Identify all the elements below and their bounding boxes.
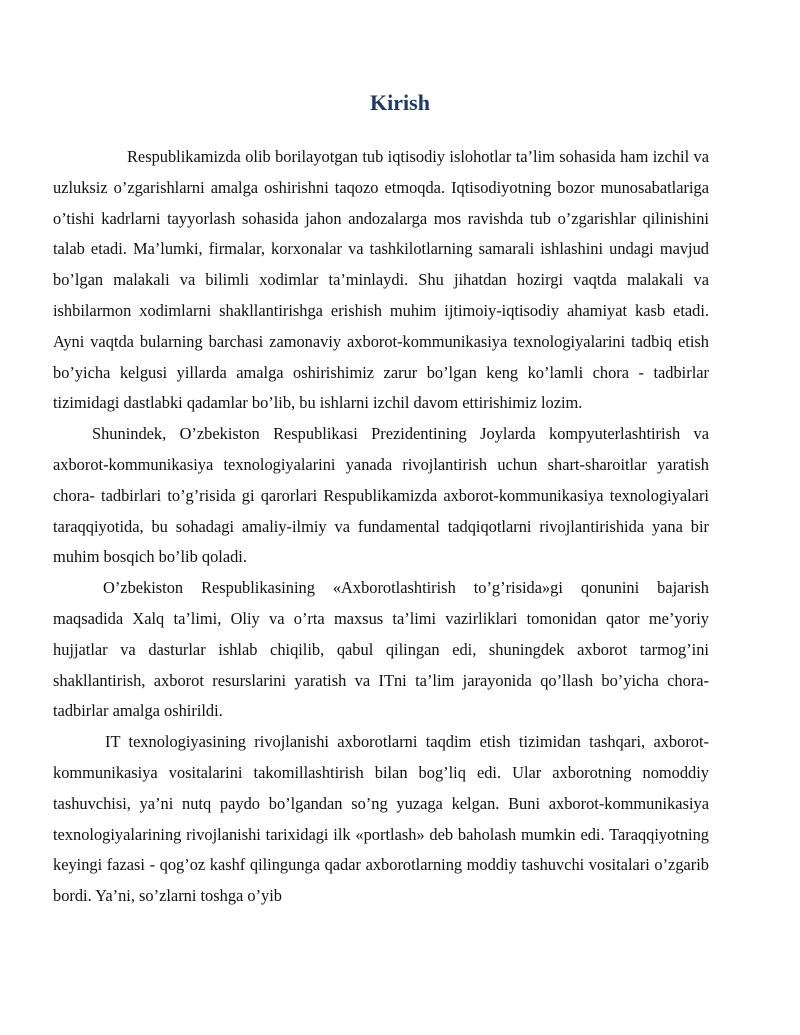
paragraph: O’zbekiston Respublikasining «Axborotlashtirish to’g’risida»gi qonunini bajarish maqsadida Xalq ta’limi, Oliy va o’rta maxsus ta’limi vazirliklari tomonidan qator me’yoriy hujjatlar va dasturlar ishlab chiqilib, qabul qilingan edi, shuningdek axborot tarmog’ini shakllantirish, axborot resurslarini yaratish va ITni ta’lim jarayonida qo’llash bo’yicha chora-tadbirlar amalga oshirildi. <box>53 578 709 721</box>
paragraph: IT texnologiyasining rivojlanishi axborotlarni taqdim etish tizimidan tashqari, axborot-kommunikasiya vositalarini takomillashtirish bilan bog’liq edi. Ular axborotning nomoddiy tashuvchisi, ya’ni nutq paydo bo’lgandan so’ng yuzaga kelgan. Buni axborot-kommunikasiya texnologiyalarining rivojlanishi tarixidagi ilk «portlash» deb baholash mumkin edi. Taraqqiyotning keyingi fazasi - qog’oz kashf qilingunga qadar axborotlarning moddiy tashuvchi vositalari o’zgarib bordi. Ya’ni, so’zlarni toshga o’yib <box>53 732 709 906</box>
document-body <box>53 142 709 912</box>
paragraph: Respublikamizda olib borilayotgan tub iqtisodiy islohotlar ta’lim sohasida ham izchil va uzluksiz o’zgarishlarni amalga oshirishni taqozo etmoqda. Iqtisodiyotning bozor munosabatlariga o’tishi kadrlarni tayyorlash sohasida jahon andozalarga mos ravishda tub o’zgarishlar qilinishini talab etadi. Ma’lumki, firmalar, korxonalar va tashkilotlarning samarali ishlashini undagi mavjud bo’lgan malakali va bilimli xodimlar ta’minlaydi. Shu jihatdan hozirgi vaqtda malakali va ishbilarmon xodimlarni shakllantirishga erishish muhim ijtimoiy-iqtisodiy ahamiyat kasb etadi. Ayni vaqtda bularning barchasi zamonaviy axborot-kommunikasiya texnologiyalarini tadbiq etish bo’yicha kelgusi yillarda amalga oshirishimiz zarur bo’lgan keng ko’lamli chora - tadbirlar tizimidagi dastlabki qadamlar bo’lib, bu ishlarni izchil davom ettirishimiz lozim. <box>53 147 709 413</box>
paragraph: Shunindek, O’zbekiston Respublikasi Prezidentining Joylarda kompyuterlashtirish va axborot-kommunikasiya texnologiyalarini yanada rivojlantirish uchun shart-sharoitlar yaratish chora- tadbirlari to’g’risida gi qarorlari Respublikamizda axborot-kommunikasiya texnologiyalari taraqqiyotida, bu sohadagi amaliy-ilmiy va fundamental tadqiqotlarni rivojlantirishida yana bir muhim bosqich bo’lib qoladi. <box>53 424 709 567</box>
page-title: Kirish <box>370 90 430 115</box>
